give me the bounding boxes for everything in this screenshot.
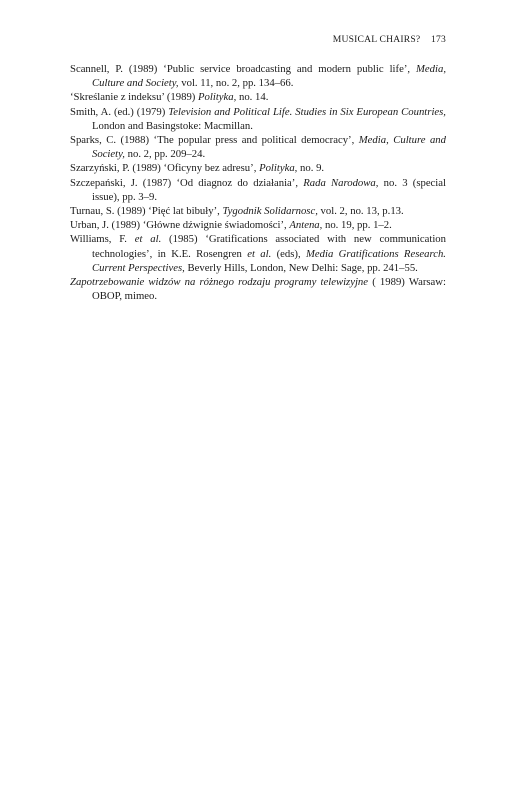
reference-text: ( 1989) Warsaw: OBOP, mimeo. [92,276,446,303]
reference-entry [70,133,446,161]
reference-italic-text: Media Gratifications Research. Current Perspectives, [92,247,446,274]
reference-italic-text: Polityka, [259,162,298,175]
reference-italic-text: Television and Political Life. Studies in Six European Countries, [168,105,446,118]
reference-text: Szczepański, J. (1987) ‘Od diagnoz do działania’, [70,176,304,189]
reference-text: (eds), [271,247,306,260]
reference-entry [70,176,446,204]
reference-italic-text: et al. [134,233,162,246]
reference-italic-text: Tygodnik Solidarnosc, [222,205,318,218]
reference-text: no. 14. [236,91,269,104]
reference-text: no. 2, pp. 209–24. [124,148,206,161]
reference-text: Scannell, P. (1989) ‘Public service broadcasting and modern public life’, [70,63,417,75]
reference-entry [70,204,446,218]
reference-italic-text: Polityka, [198,91,237,104]
reference-text: Williams, F. [70,233,135,246]
reference-text: Beverly Hills, London, New Delhi: Sage, pp. 241–55. [184,261,418,274]
page-number: 173 [431,34,446,45]
reference-text: vol. 2, no. 13, p.13. [317,205,404,218]
reference-text: Turnau, S. (1989) ‘Pięć lat bibuły’, [70,205,223,218]
running-title: MUSICAL CHAIRS? [332,34,421,45]
reference-text: no. 9. [297,162,325,175]
reference-entry [70,161,446,175]
reference-italic-text: et al. [247,247,272,260]
reference-text: Szarzyński, P. (1989) ‘Oficyny bez adresu’, [70,162,260,175]
reference-text: no. 19, pp. 1–2. [322,219,392,232]
reference-text: (1985) ‘Gratifications associated with new communication technologies’, in K.E. Rosengren [92,233,446,260]
reference-text: no. 3 (special issue), pp. 3–9. [92,176,446,203]
reference-italic-text: Media, Culture and Society, [92,63,446,90]
reference-text: Smith, A. (ed.) (1979) [70,105,169,118]
reference-entry [70,62,446,90]
reference-italic-text: Zapotrzebowanie widzów na różnego rodzaju programy telewizyjne [70,276,369,289]
reference-entry [70,232,446,275]
reference-italic-text: Rada Narodowa, [303,176,379,189]
reference-text: ‘Skreślanie z indeksu’ (1989) [70,91,199,104]
reference-text: London and Basingstoke: Macmillan. [92,119,253,132]
reference-text: Urban, J. (1989) ‘Główne dźwignie świadomości’, [70,219,290,232]
reference-text: Sparks, C. (1988) ‘The popular press and political democracy’, [70,134,359,147]
reference-entry [70,105,446,133]
reference-italic-text: Media, Culture and Society, [92,134,446,161]
reference-entry [70,90,446,104]
reference-italic-text: Antena, [289,219,323,232]
reference-entry [70,218,446,232]
running-head [333,34,446,45]
reference-entry [70,275,446,303]
reference-list [70,62,446,303]
reference-text: vol. 11, no. 2, pp. 134–66. [178,77,294,90]
